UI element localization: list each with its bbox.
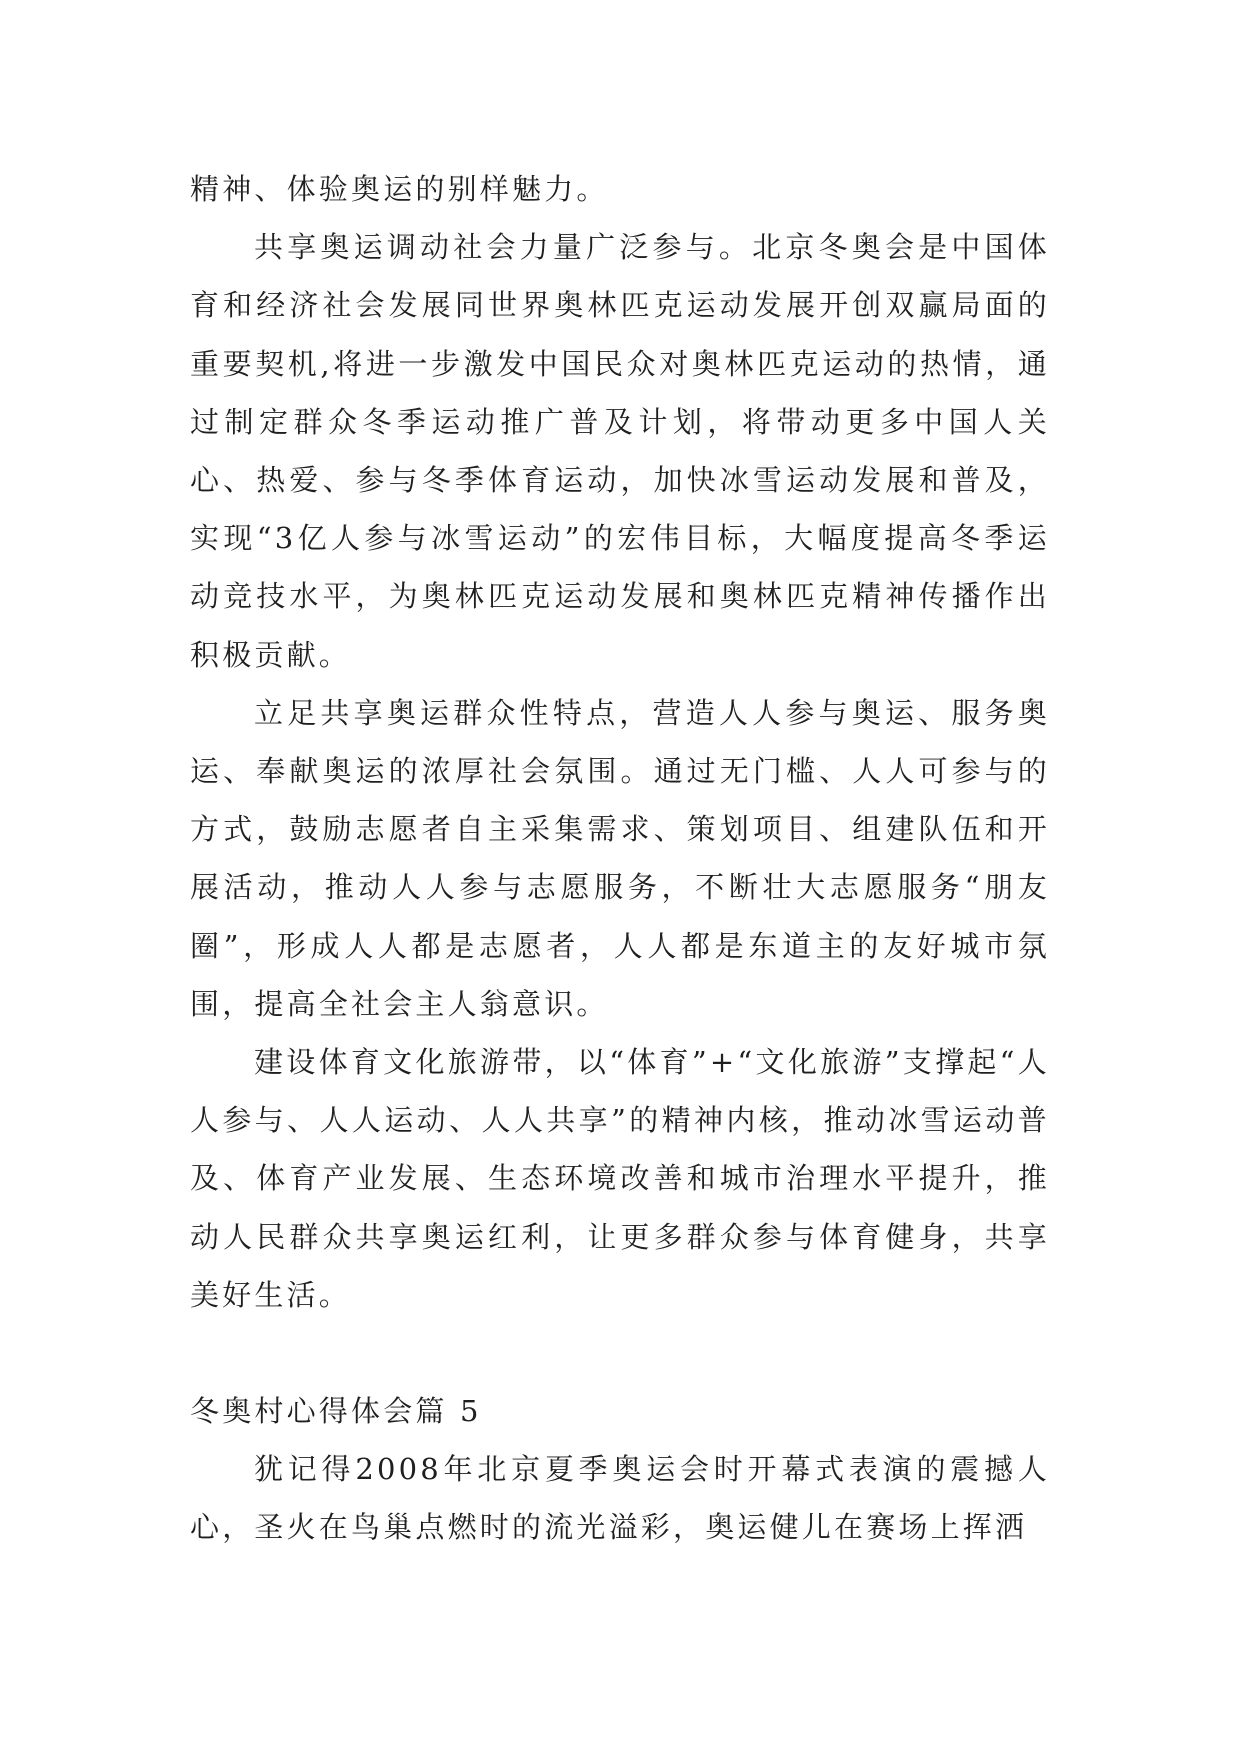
paragraph-shared-olympics-social-participation: 共享奥运调动社会力量广泛参与。北京冬奥会是中国体育和经济社会发展同世界奥林匹克运动发展开创双赢局面的重要契机,将进一步激发中国民众对奥林匹克运动的热情，通过制定群众冬季运动推广普及计划，将带动更多中国人关心、热爱、参与冬季体育运动，加快冰雪运动发展和普及，实现“3亿人参与冰雪运动”的宏伟目标，大幅度提高冬季运动竞技水平，为奥林匹克运动发展和奥林匹克精神传播作出积极贡献。: [190, 230, 1050, 672]
paragraph-volunteer-atmosphere: 立足共享奥运群众性特点，营造人人参与奥运、服务奥运、奉献奥运的浓厚社会氛围。通过无门槛、人人可参与的方式，鼓励志愿者自主采集需求、策划项目、组建队伍和开展活动，推动人人参与志愿服务，不断壮大志愿服务“朋友圈”，形成人人都是志愿者，人人都是东道主的友好城市氛围，提高全社会主人翁意识。: [190, 695, 1050, 1021]
paragraph-continuation: 精神、体验奥运的别样魅力。: [190, 172, 609, 206]
paragraph-sports-culture-tourism-belt: 建设体育文化旅游带，以“体育”+“文化旅游”支撑起“人人参与、人人运动、人人共享”的精神内核，推动冰雪运动普及、体育产业发展、生态环境改善和城市治理水平提升，推动人民群众共享奥运红利，让更多群众参与体育健身，共享美好生活。: [190, 1045, 1051, 1312]
section-heading: 冬奥村心得体会篇 5: [190, 1394, 482, 1429]
document-body: [190, 160, 1050, 1557]
paragraph-beijing-2008-memory: 犹记得2008年北京夏季奥运会时开幕式表演的震撼人心，圣火在鸟巢点燃时的流光溢彩，奥运健儿在赛场上挥洒: [190, 1452, 1050, 1545]
